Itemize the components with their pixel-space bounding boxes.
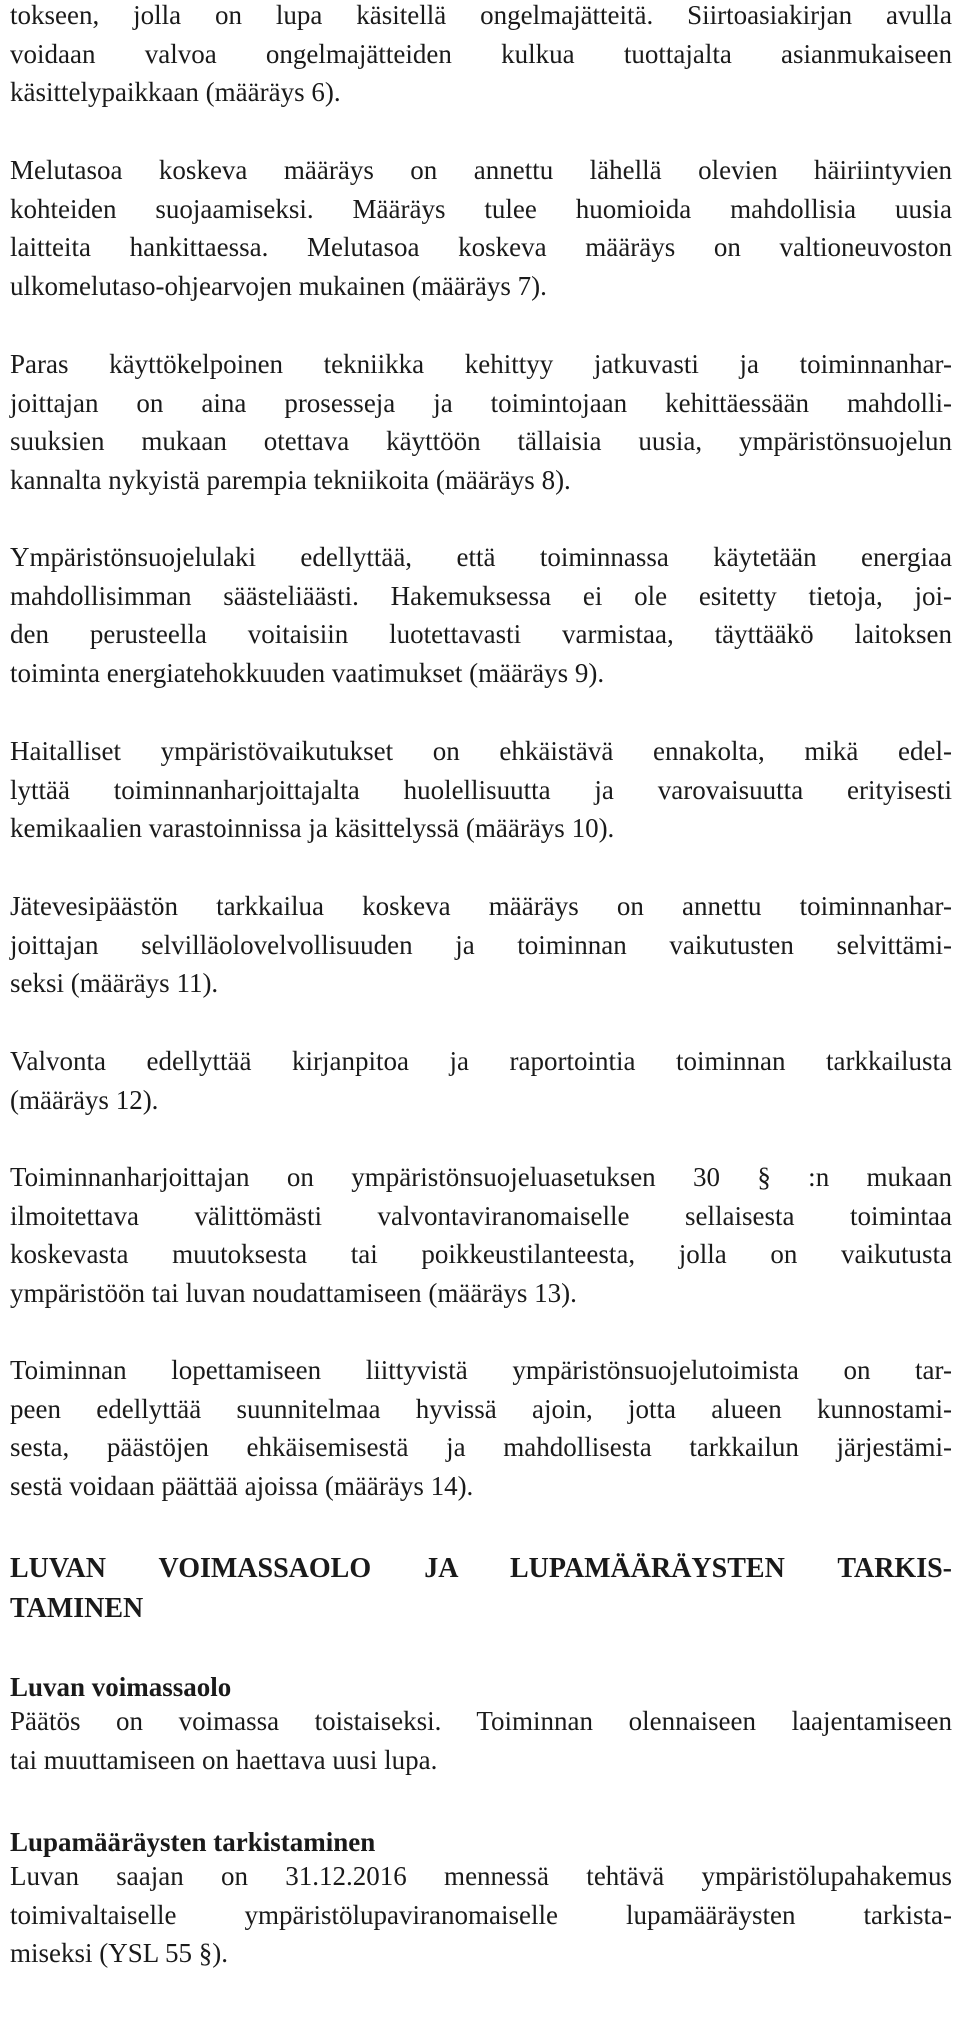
text-line: (määräys 12).	[10, 1084, 159, 1115]
subsection-title-validity: Luvan voimassaolo	[10, 1672, 232, 1702]
text-line: laitteita hankittaessa. Melutasoa koskeva määräys on valtioneuvoston	[10, 232, 952, 262]
heading-line: LUVAN VOIMASSAOLO JA LUPAMÄÄRÄYSTEN TARKIS-	[10, 1553, 952, 1584]
paragraph-chemicals	[10, 732, 952, 848]
text-line: Haitalliset ympäristövaikutukset on ehkäistävä ennakolta, mikä edel-	[10, 736, 952, 766]
text-line: toiminta energiatehokkuuden vaatimukset (määräys 9).	[10, 657, 605, 688]
section-heading	[10, 1549, 952, 1629]
text-line: kemikaalien varastoinnissa ja käsittelyssä (määräys 10).	[10, 813, 615, 843]
text-line: joittajan selvilläolovelvollisuuden ja toiminnan vaikutusten selvittämi-	[10, 929, 952, 960]
text-line: voidaan valvoa ongelmajätteiden kulkua tuottajalta asianmukaiseen	[10, 38, 952, 69]
text-line: Jätevesipäästön tarkkailua koskeva määräys on annettu toiminnanhar-	[10, 891, 952, 921]
paragraph-closure	[10, 1351, 952, 1505]
text-line: joittajan on aina prosesseja ja toimintojaan kehittäessään mahdolli-	[10, 387, 952, 418]
text-line: peen edellyttää suunnitelmaa hyvissä ajoin, jotta alueen kunnostami-	[10, 1393, 952, 1424]
text-line: miseksi (YSL 55 §).	[10, 1938, 228, 1968]
text-line: mahdollisimman säästeliäästi. Hakemuksessa ei ole esitetty tietoja, joi-	[10, 580, 952, 611]
paragraph-monitoring	[10, 1042, 952, 1119]
paragraph-noise-level	[10, 151, 952, 305]
paragraph-best-technique	[10, 345, 952, 499]
text-line: tai muuttamiseen on haettava uusi lupa.	[10, 1744, 438, 1775]
text-line: ympäristöön tai luvan noudattamiseen (määräys 13).	[10, 1277, 577, 1308]
text-line: Ympäristönsuojelulaki edellyttää, että toiminnassa käytetään energiaa	[10, 542, 952, 572]
subsection-title-review: Lupamääräysten tarkistaminen	[10, 1827, 376, 1857]
paragraph-validity	[10, 1702, 952, 1779]
text-line: Melutasoa koskeva määräys on annettu lähellä olevien häiriintyvien	[10, 155, 952, 185]
paragraph-wastewater	[10, 887, 952, 1003]
text-line: sestä voidaan päättää ajoissa (määräys 14).	[10, 1470, 474, 1501]
text-line: ulkomelutaso-ohjearvojen mukainen (määräys 7).	[10, 270, 547, 301]
heading-line: TAMINEN	[10, 1593, 144, 1624]
text-line: Valvonta edellyttää kirjanpitoa ja raportointia toiminnan tarkkailusta	[10, 1046, 952, 1076]
text-line: kannalta nykyistä parempia tekniikoita (määräys 8).	[10, 464, 571, 495]
paragraph-energy-efficiency	[10, 538, 952, 692]
text-line: sesta, päästöjen ehkäisemisestä ja mahdollisesta tarkkailun järjestämi-	[10, 1432, 952, 1462]
text-line: toimivaltaiselle ympäristölupaviranomaiselle lupamääräysten tarkista-	[10, 1899, 952, 1930]
text-line: seksi (määräys 11).	[10, 968, 219, 998]
paragraph-notification	[10, 1158, 952, 1312]
text-line: den perusteella voitaisiin luotettavasti varmistaa, täyttääkö laitoksen	[10, 619, 952, 649]
paragraph-review	[10, 1857, 952, 1973]
text-line: käsittelypaikkaan (määräys 6).	[10, 77, 341, 107]
paragraph-waste-transfer	[10, 0, 952, 112]
text-line: kohteiden suojaamiseksi. Määräys tulee huomioida mahdollisia uusia	[10, 193, 952, 224]
text-line: lyttää toiminnanharjoittajalta huolellisuutta ja varovaisuutta erityisesti	[10, 774, 952, 805]
text-line: suuksien mukaan otettava käyttöön tällaisia uusia, ympäristönsuojelun	[10, 426, 952, 456]
text-line: ilmoitettava välittömästi valvontaviranomaiselle sellaisesta toimintaa	[10, 1200, 952, 1231]
text-line: Päätös on voimassa toistaiseksi. Toiminnan olennaiseen laajentamiseen	[10, 1706, 952, 1736]
text-line: tokseen, jolla on lupa käsitellä ongelmajätteitä. Siirtoasiakirjan avulla	[10, 0, 952, 30]
text-line: Paras käyttökelpoinen tekniikka kehittyy jatkuvasti ja toiminnanhar-	[10, 349, 952, 379]
text-line: Luvan saajan on 31.12.2016 mennessä tehtävä ympäristölupahakemus	[10, 1861, 952, 1891]
text-line: koskevasta muutoksesta tai poikkeustilanteesta, jolla on vaikutusta	[10, 1239, 952, 1269]
text-line: Toiminnanharjoittajan on ympäristönsuojeluasetuksen 30 § :n mukaan	[10, 1162, 952, 1192]
text-line: Toiminnan lopettamiseen liittyvistä ympäristönsuojelutoimista on tar-	[10, 1355, 952, 1385]
